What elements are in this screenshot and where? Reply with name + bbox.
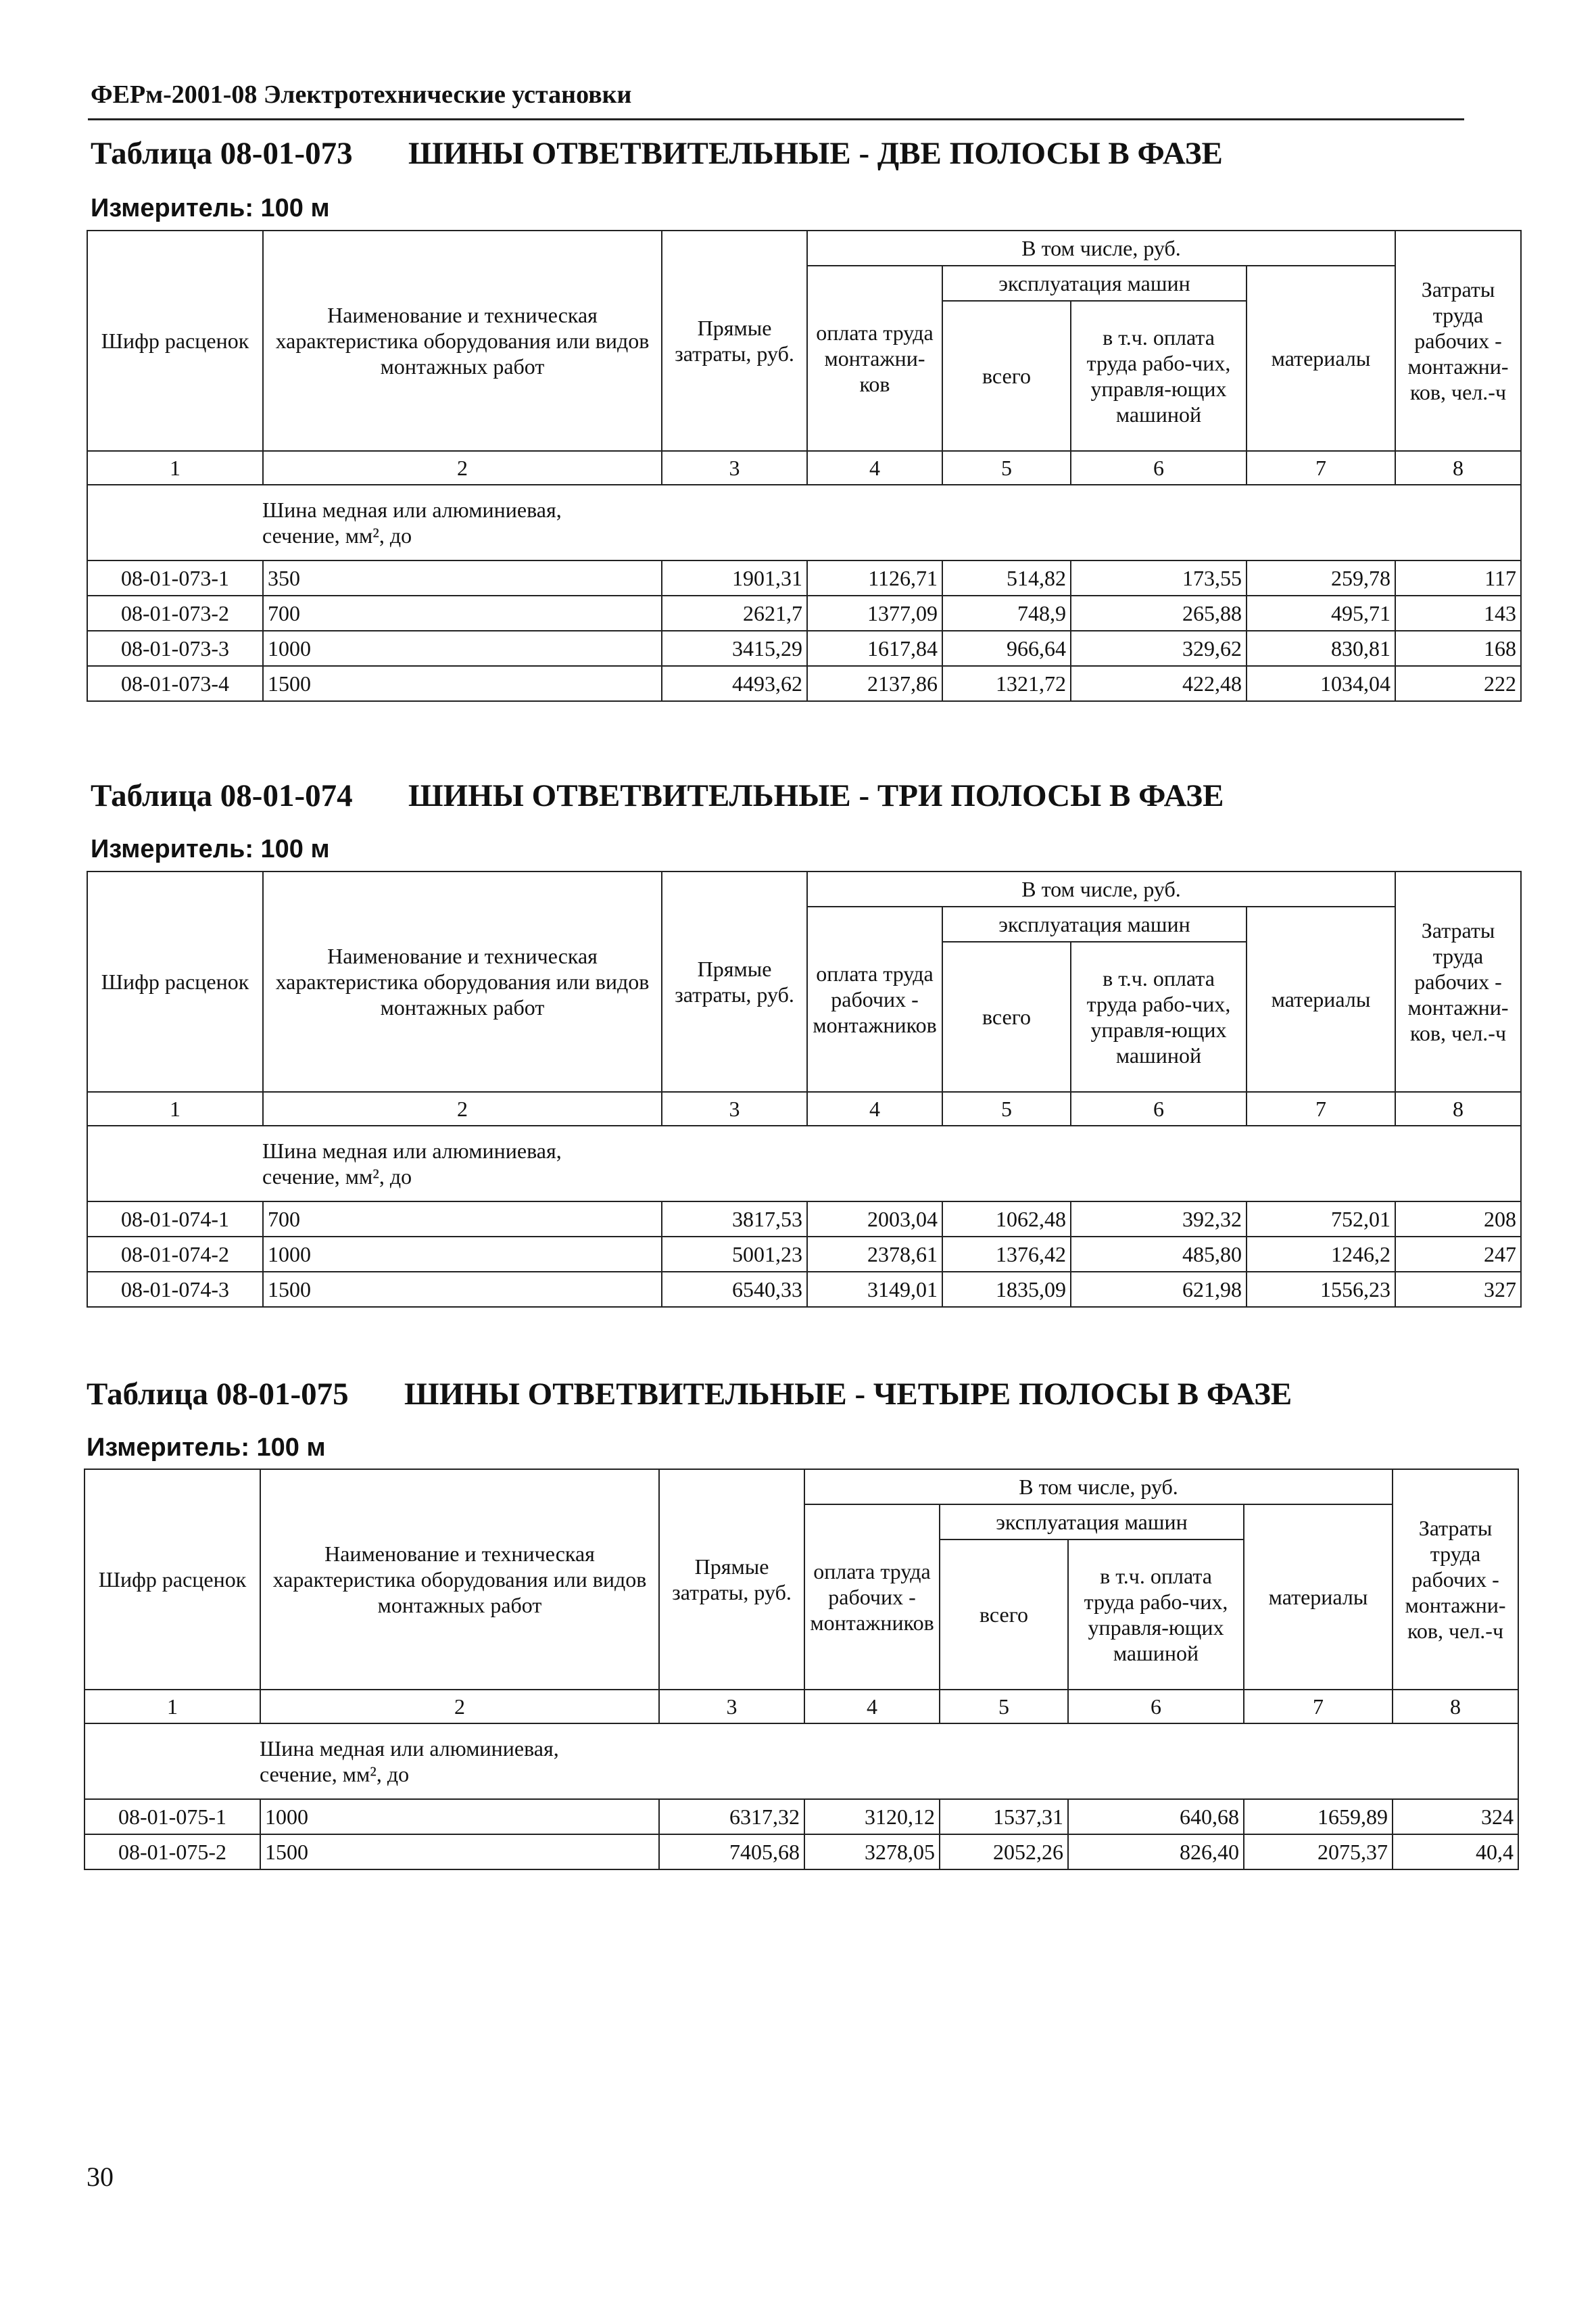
col-number: 6 xyxy=(1068,1690,1244,1723)
cell-machines-total: 748,9 xyxy=(942,596,1071,631)
table-row xyxy=(87,560,1521,596)
cell-direct: 4493,62 xyxy=(662,666,807,701)
cell-labor: 208 xyxy=(1395,1201,1521,1237)
col-header-direct: Прямые затраты, руб. xyxy=(662,872,807,1092)
col-header-name: Наименование и техническая характеристика оборудования или видов монтажных работ xyxy=(263,231,662,451)
cell-materials: 259,78 xyxy=(1247,560,1395,596)
cell-wage: 2378,61 xyxy=(807,1237,942,1272)
table-heading xyxy=(91,135,1223,172)
group-row xyxy=(87,1126,1521,1201)
col-header-code: Шифр расценок xyxy=(87,872,263,1092)
col-number: 1 xyxy=(87,1092,263,1126)
cell-machines-total: 966,64 xyxy=(942,631,1071,666)
col-header-including: В том числе, руб. xyxy=(804,1469,1393,1504)
col-number: 2 xyxy=(263,451,662,485)
cell-machines-wage: 329,62 xyxy=(1071,631,1247,666)
table-measure: Измеритель: 100 м xyxy=(91,835,330,863)
cell-materials: 752,01 xyxy=(1247,1201,1395,1237)
col-number: 7 xyxy=(1247,451,1395,485)
cell-labor: 324 xyxy=(1393,1799,1518,1834)
col-header-including: В том числе, руб. xyxy=(807,231,1395,266)
cell-code: 08-01-075-1 xyxy=(84,1799,260,1834)
cell-materials: 1034,04 xyxy=(1247,666,1395,701)
col-number: 6 xyxy=(1071,1092,1247,1126)
group-row xyxy=(87,485,1521,560)
col-header-direct: Прямые затраты, руб. xyxy=(659,1469,804,1690)
cell-materials: 1556,23 xyxy=(1247,1272,1395,1307)
col-header-wage: оплата труда монтажни-ков xyxy=(807,266,942,451)
col-number: 2 xyxy=(260,1690,659,1723)
col-number: 1 xyxy=(87,451,263,485)
cell-wage: 3120,12 xyxy=(804,1799,940,1834)
cell-machines-wage: 485,80 xyxy=(1071,1237,1247,1272)
cell-name: 350 xyxy=(263,560,662,596)
cell-labor: 143 xyxy=(1395,596,1521,631)
table-title: ШИНЫ ОТВЕТВИТЕЛЬНЫЕ - ДВЕ ПОЛОСЫ В ФАЗЕ xyxy=(408,136,1223,171)
table-row xyxy=(87,1201,1521,1237)
col-header-machines-total: всего xyxy=(942,942,1071,1092)
group-label: Шина медная или алюминиевая, сечение, мм², до xyxy=(262,498,562,548)
table-heading xyxy=(91,778,1224,814)
col-number: 6 xyxy=(1071,451,1247,485)
cell-name: 1000 xyxy=(263,631,662,666)
cell-machines-total: 1062,48 xyxy=(942,1201,1071,1237)
group-label: Шина медная или алюминиевая, сечение, мм², до xyxy=(262,1139,562,1189)
table-number: Таблица 08-01-074 xyxy=(91,778,353,813)
cell-name: 700 xyxy=(263,596,662,631)
cell-machines-total: 1835,09 xyxy=(942,1272,1071,1307)
cell-materials: 1659,89 xyxy=(1244,1799,1393,1834)
table-row xyxy=(84,1834,1518,1869)
col-header-machines: эксплуатация машин xyxy=(942,266,1247,301)
col-number: 4 xyxy=(804,1690,940,1723)
table-row xyxy=(87,1272,1521,1307)
cell-machines-wage: 422,48 xyxy=(1071,666,1247,701)
col-header-labor: Затраты труда рабочих - монтажни-ков, чел.-ч xyxy=(1395,231,1521,451)
cell-wage: 3149,01 xyxy=(807,1272,942,1307)
cell-direct: 7405,68 xyxy=(659,1834,804,1869)
col-header-materials: материалы xyxy=(1247,266,1395,451)
col-header-materials: материалы xyxy=(1244,1504,1393,1690)
cell-machines-wage: 265,88 xyxy=(1071,596,1247,631)
col-number: 4 xyxy=(807,1092,942,1126)
cell-direct: 5001,23 xyxy=(662,1237,807,1272)
table-number: Таблица 08-01-073 xyxy=(91,136,353,171)
col-number: 8 xyxy=(1395,451,1521,485)
cell-code: 08-01-074-1 xyxy=(87,1201,263,1237)
col-number: 8 xyxy=(1395,1092,1521,1126)
cell-labor: 222 xyxy=(1395,666,1521,701)
cell-machines-total: 2052,26 xyxy=(940,1834,1068,1869)
cell-code: 08-01-073-4 xyxy=(87,666,263,701)
cell-labor: 247 xyxy=(1395,1237,1521,1272)
header-rule xyxy=(88,118,1464,120)
rates-table xyxy=(87,230,1522,702)
cell-machines-wage: 640,68 xyxy=(1068,1799,1244,1834)
col-header-labor: Затраты труда рабочих - монтажни-ков, чел.-ч xyxy=(1395,872,1521,1092)
col-header-labor: Затраты труда рабочих - монтажни-ков, чел.-ч xyxy=(1393,1469,1518,1690)
cell-machines-total: 514,82 xyxy=(942,560,1071,596)
table-row xyxy=(87,1237,1521,1272)
cell-code: 08-01-073-2 xyxy=(87,596,263,631)
col-number: 3 xyxy=(659,1690,804,1723)
col-number: 1 xyxy=(84,1690,260,1723)
cell-direct: 6317,32 xyxy=(659,1799,804,1834)
cell-wage: 1126,71 xyxy=(807,560,942,596)
table-heading xyxy=(87,1376,1292,1412)
cell-name: 700 xyxy=(263,1201,662,1237)
rates-table xyxy=(87,871,1522,1308)
col-header-name: Наименование и техническая характеристика оборудования или видов монтажных работ xyxy=(263,872,662,1092)
cell-machines-total: 1321,72 xyxy=(942,666,1071,701)
table-number: Таблица 08-01-075 xyxy=(87,1377,349,1412)
cell-code: 08-01-073-1 xyxy=(87,560,263,596)
col-number: 2 xyxy=(263,1092,662,1126)
cell-wage: 2003,04 xyxy=(807,1201,942,1237)
col-number: 3 xyxy=(662,1092,807,1126)
table-row xyxy=(87,596,1521,631)
col-number: 7 xyxy=(1244,1690,1393,1723)
table-title: ШИНЫ ОТВЕТВИТЕЛЬНЫЕ - ТРИ ПОЛОСЫ В ФАЗЕ xyxy=(408,778,1224,813)
cell-labor: 327 xyxy=(1395,1272,1521,1307)
group-row xyxy=(84,1723,1518,1799)
cell-name: 1000 xyxy=(263,1237,662,1272)
col-number: 3 xyxy=(662,451,807,485)
col-number: 4 xyxy=(807,451,942,485)
col-number: 5 xyxy=(942,451,1071,485)
cell-labor: 40,4 xyxy=(1393,1834,1518,1869)
table-row xyxy=(87,666,1521,701)
cell-code: 08-01-074-2 xyxy=(87,1237,263,1272)
col-header-direct: Прямые затраты, руб. xyxy=(662,231,807,451)
table-row xyxy=(84,1799,1518,1834)
cell-materials: 2075,37 xyxy=(1244,1834,1393,1869)
cell-materials: 1246,2 xyxy=(1247,1237,1395,1272)
col-header-including: В том числе, руб. xyxy=(807,872,1395,907)
col-header-wage: оплата труда рабочих - монтажников xyxy=(804,1504,940,1690)
cell-name: 1500 xyxy=(263,1272,662,1307)
col-header-machines: эксплуатация машин xyxy=(942,907,1247,942)
col-header-code: Шифр расценок xyxy=(84,1469,260,1690)
col-number: 5 xyxy=(942,1092,1071,1126)
cell-direct: 3817,53 xyxy=(662,1201,807,1237)
cell-labor: 168 xyxy=(1395,631,1521,666)
cell-labor: 117 xyxy=(1395,560,1521,596)
cell-machines-wage: 826,40 xyxy=(1068,1834,1244,1869)
col-header-name: Наименование и техническая характеристика оборудования или видов монтажных работ xyxy=(260,1469,659,1690)
cell-wage: 2137,86 xyxy=(807,666,942,701)
col-header-machines-wage: в т.ч. оплата труда рабо-чих, управля-ющих машиной xyxy=(1071,301,1247,451)
cell-name: 1000 xyxy=(260,1799,659,1834)
table-row xyxy=(87,631,1521,666)
col-header-machines: эксплуатация машин xyxy=(940,1504,1244,1540)
cell-machines-total: 1537,31 xyxy=(940,1799,1068,1834)
cell-name: 1500 xyxy=(260,1834,659,1869)
table-measure: Измеритель: 100 м xyxy=(91,194,330,222)
col-header-machines-wage: в т.ч. оплата труда рабо-чих, управля-ющих машиной xyxy=(1068,1540,1244,1690)
cell-wage: 3278,05 xyxy=(804,1834,940,1869)
col-header-machines-total: всего xyxy=(942,301,1071,451)
cell-direct: 6540,33 xyxy=(662,1272,807,1307)
page-number: 30 xyxy=(87,2162,114,2192)
cell-machines-wage: 392,32 xyxy=(1071,1201,1247,1237)
cell-wage: 1377,09 xyxy=(807,596,942,631)
cell-code: 08-01-073-3 xyxy=(87,631,263,666)
cell-wage: 1617,84 xyxy=(807,631,942,666)
col-header-wage: оплата труда рабочих - монтажников xyxy=(807,907,942,1092)
col-number: 8 xyxy=(1393,1690,1518,1723)
col-number: 5 xyxy=(940,1690,1068,1723)
col-header-machines-total: всего xyxy=(940,1540,1068,1690)
cell-direct: 3415,29 xyxy=(662,631,807,666)
cell-machines-wage: 173,55 xyxy=(1071,560,1247,596)
cell-code: 08-01-074-3 xyxy=(87,1272,263,1307)
col-number: 7 xyxy=(1247,1092,1395,1126)
cell-name: 1500 xyxy=(263,666,662,701)
table-title: ШИНЫ ОТВЕТВИТЕЛЬНЫЕ - ЧЕТЫРЕ ПОЛОСЫ В ФАЗЕ xyxy=(404,1377,1292,1412)
cell-materials: 830,81 xyxy=(1247,631,1395,666)
col-header-code: Шифр расценок xyxy=(87,231,263,451)
cell-machines-wage: 621,98 xyxy=(1071,1272,1247,1307)
cell-direct: 1901,31 xyxy=(662,560,807,596)
cell-direct: 2621,7 xyxy=(662,596,807,631)
col-header-materials: материалы xyxy=(1247,907,1395,1092)
rates-table xyxy=(84,1469,1519,1870)
table-measure: Измеритель: 100 м xyxy=(87,1433,326,1462)
page-header: ФЕРм-2001-08 Электротехнические установки xyxy=(91,80,632,109)
col-header-machines-wage: в т.ч. оплата труда рабо-чих, управля-ющих машиной xyxy=(1071,942,1247,1092)
group-label: Шина медная или алюминиевая, сечение, мм², до xyxy=(260,1736,559,1786)
cell-machines-total: 1376,42 xyxy=(942,1237,1071,1272)
cell-materials: 495,71 xyxy=(1247,596,1395,631)
cell-code: 08-01-075-2 xyxy=(84,1834,260,1869)
